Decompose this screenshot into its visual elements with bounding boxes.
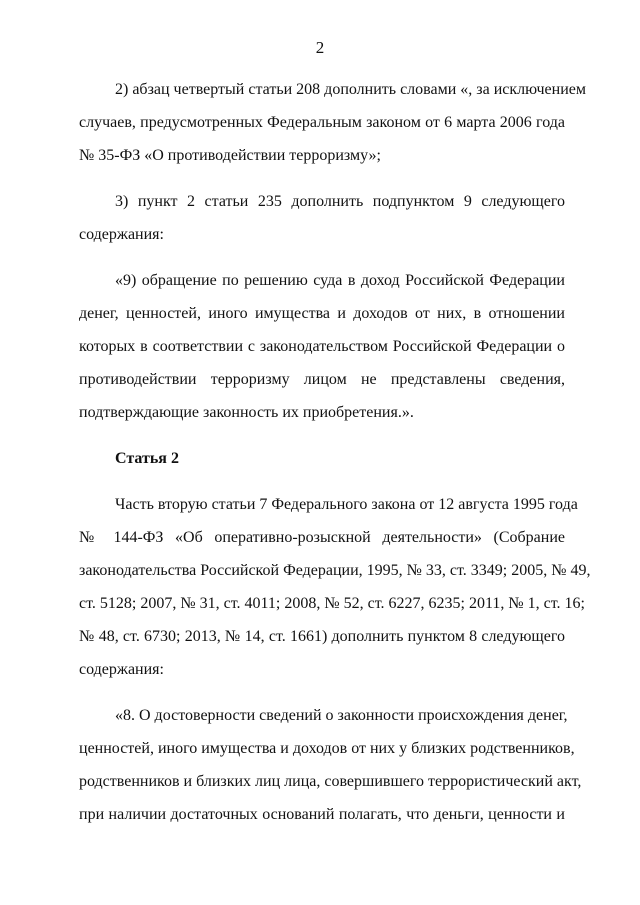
text-line: родственников и близких лиц лица, совершившего террористический акт, [79,773,582,790]
article-heading: Статья 2 [115,450,179,467]
paragraph-item-3 [79,185,565,251]
text-line: ценностей, иного имущества и доходов от них у близких родственников, [79,740,575,757]
text-line: содержания: [79,661,164,678]
text-line: № 48, ст. 6730; 2013, № 14, ст. 1661) дополнить пунктом 8 следующего [79,628,565,645]
text-line: 2) абзац четвертый статьи 208 дополнить словами «, за исключением [115,81,586,98]
text-line: при наличии достаточных оснований полагать, что деньги, ценности и [79,806,565,823]
paragraph-quoted-item-8 [79,699,582,831]
paragraph-article-2 [79,488,591,686]
paragraph-item-2 [79,73,586,172]
text-line: Часть вторую статьи 7 Федерального закона от 12 августа 1995 года [115,496,578,513]
text-line: которых в соответствии с законодательством Российской Федерации о [79,338,565,355]
text-line: денег, ценностей, иного имущества и доходов от них, в отношении [79,305,565,322]
text-line: подтверждающие законность их приобретения.». [79,404,414,421]
text-line: № 35-ФЗ «О противодействии терроризму»; [79,147,381,164]
text-line: «8. О достоверности сведений о законности происхождения денег, [115,707,568,724]
document-body [79,73,591,844]
text-line: № 144-ФЗ «Об оперативно-розыскной деятельности» (Собрание [79,529,565,546]
text-line: случаев, предусмотренных Федеральным законом от 6 марта 2006 года [79,114,565,131]
text-line: противодействии терроризму лицом не представлены сведения, [79,371,565,388]
paragraph-quoted-subitem-9 [79,264,565,429]
text-line: ст. 5128; 2007, № 31, ст. 4011; 2008, № 52, ст. 6227, 6235; 2011, № 1, ст. 16; [79,595,585,612]
text-line: 3) пункт 2 статьи 235 дополнить подпунктом 9 следующего [115,193,565,210]
text-line: «9) обращение по решению суда в доход Российской Федерации [115,272,565,289]
text-line: законодательства Российской Федерации, 1995, № 33, ст. 3349; 2005, № 49, [79,562,591,579]
text-line: содержания: [79,226,164,243]
page-number: 2 [315,38,325,57]
